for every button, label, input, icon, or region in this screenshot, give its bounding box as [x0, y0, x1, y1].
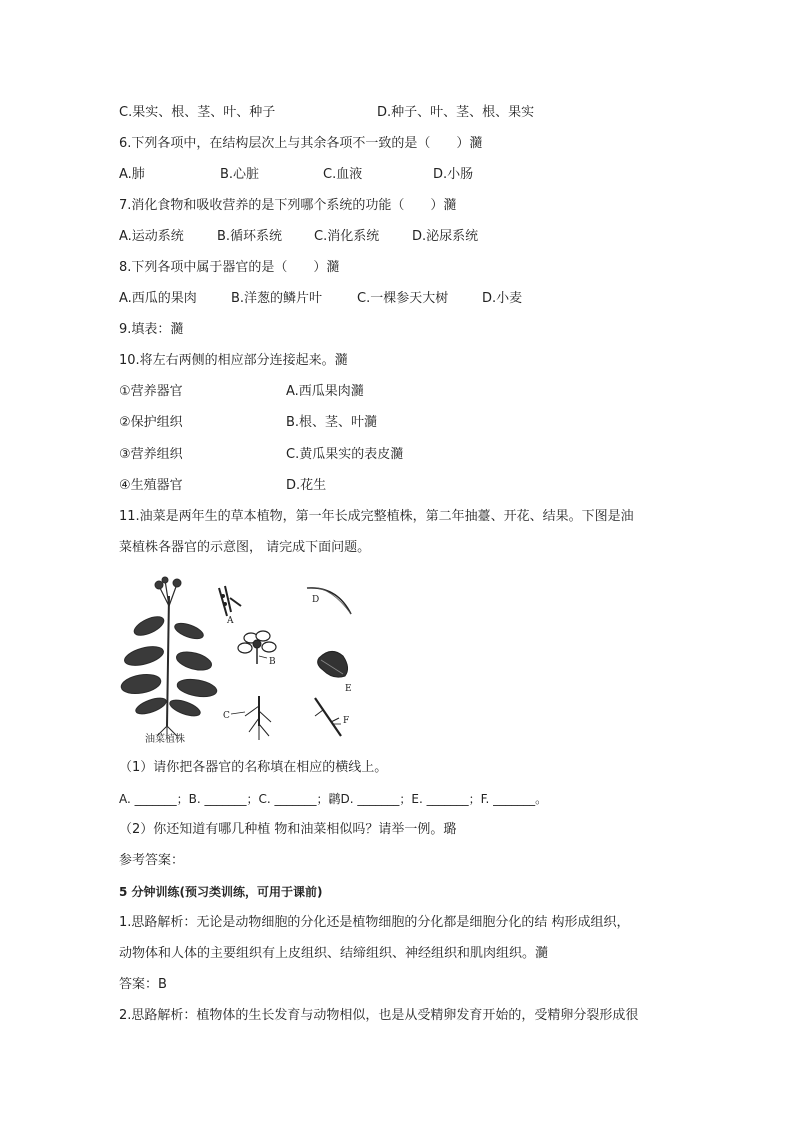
q11-stem-line2: 菜植株各器官的示意图， 请完成下面问题。 [119, 540, 371, 555]
q5-option-d: D.种子、叶、茎、根、果实 [377, 105, 535, 120]
q11-sub2: （2）你还知道有哪几种植 物和油菜相似吗？请举一例。璐 [119, 822, 457, 837]
q6-option-b: B.心脏 [220, 167, 260, 182]
figure-caption: 油菜植株 [145, 734, 185, 744]
answer-2-line1: 2.思路解析：植物体的生长发育与动物相似，也是从受精卵发育开始的，受精卵分裂形成很 [119, 1008, 639, 1023]
q6-option-c: C.血液 [323, 167, 363, 182]
q6-option-a: A.肺 [119, 167, 145, 182]
label-f: F [343, 716, 350, 726]
q7-option-a: A.运动系统 [119, 229, 184, 244]
q8-option-b: B.洋葱的鳞片叶 [231, 291, 323, 306]
organ-a-fruit-drawing [219, 586, 241, 616]
q7-option-c: C.消化系统 [314, 229, 380, 244]
q11-sub1: （1）请你把各器官的名称填在相应的横线上。 [119, 760, 388, 775]
q6-stem: 6.下列各项中，在结构层次上与其余各项不一致的是（ ）瀡 [119, 136, 483, 151]
q11-stem-line1: 11.油菜是两年生的草本植物，第一年长成完整植株，第二年抽薹、开花、结果。下图是油 [119, 509, 634, 524]
q8-stem: 8.下列各项中属于器官的是（ ）瀡 [119, 260, 340, 275]
q10-right-b: B.根、茎、叶瀡 [286, 415, 378, 430]
label-e: E [345, 684, 352, 694]
q10-right-d: D.花生 [286, 478, 327, 493]
q10-stem: 10.将左右两侧的相应部分连接起来。瀡 [119, 353, 348, 368]
q5-option-c: C.果实、根、茎、叶、种子 [119, 105, 276, 120]
q8-option-c: C.一棵参天大树 [357, 291, 449, 306]
q7-stem: 7.消化食物和吸收营养的是下列哪个系统的功能（ ）瀡 [119, 198, 457, 213]
q10-left-3: ③营养组织 [119, 447, 183, 462]
q8-option-d: D.小麦 [482, 291, 523, 306]
q9-stem: 9.填表：瀡 [119, 322, 184, 337]
q6-option-d: D.小肠 [433, 167, 474, 182]
q7-option-d: D.泌尿系统 [412, 229, 479, 244]
q11-blanks: A. _______；B. _______；C. _______；䴙D. _______；E. _______；F. _______。 [119, 792, 548, 806]
q10-left-2: ②保护组织 [119, 415, 183, 430]
answer-1-line1: 1.思路解析：无论是动物细胞的分化还是植物细胞的分化都是细胞分化的结 构形成组织， [119, 915, 630, 930]
q8-option-a: A.西瓜的果肉 [119, 291, 197, 306]
label-d: D [312, 595, 320, 605]
q10-left-4: ④生殖器官 [119, 478, 183, 493]
label-b: B [269, 657, 276, 667]
label-a: A [227, 616, 234, 626]
answer-1-line2: 动物体和人体的主要组织有上皮组织、结缔组织、神经组织和肌肉组织。瀡 [119, 946, 549, 961]
q10-right-c: C.黄瓜果实的表皮瀡 [286, 447, 404, 462]
organ-c-root-drawing [231, 696, 271, 740]
organ-e-leaf-drawing [318, 651, 348, 677]
label-c: C [223, 711, 230, 721]
rapeseed-plant-drawing [120, 577, 218, 738]
q10-left-1: ①营养器官 [119, 384, 183, 399]
answers-section-title: 5 分钟训练(预习类训练，可用于课前) [119, 885, 323, 899]
answer-1-result: 答案：B [119, 977, 167, 992]
rapeseed-organs-figure [119, 576, 355, 744]
answers-heading: 参考答案： [119, 853, 185, 868]
organ-f-stem-drawing [315, 698, 341, 736]
q7-option-b: B.循环系统 [217, 229, 283, 244]
q10-right-a: A.西瓜果肉瀡 [286, 384, 364, 399]
